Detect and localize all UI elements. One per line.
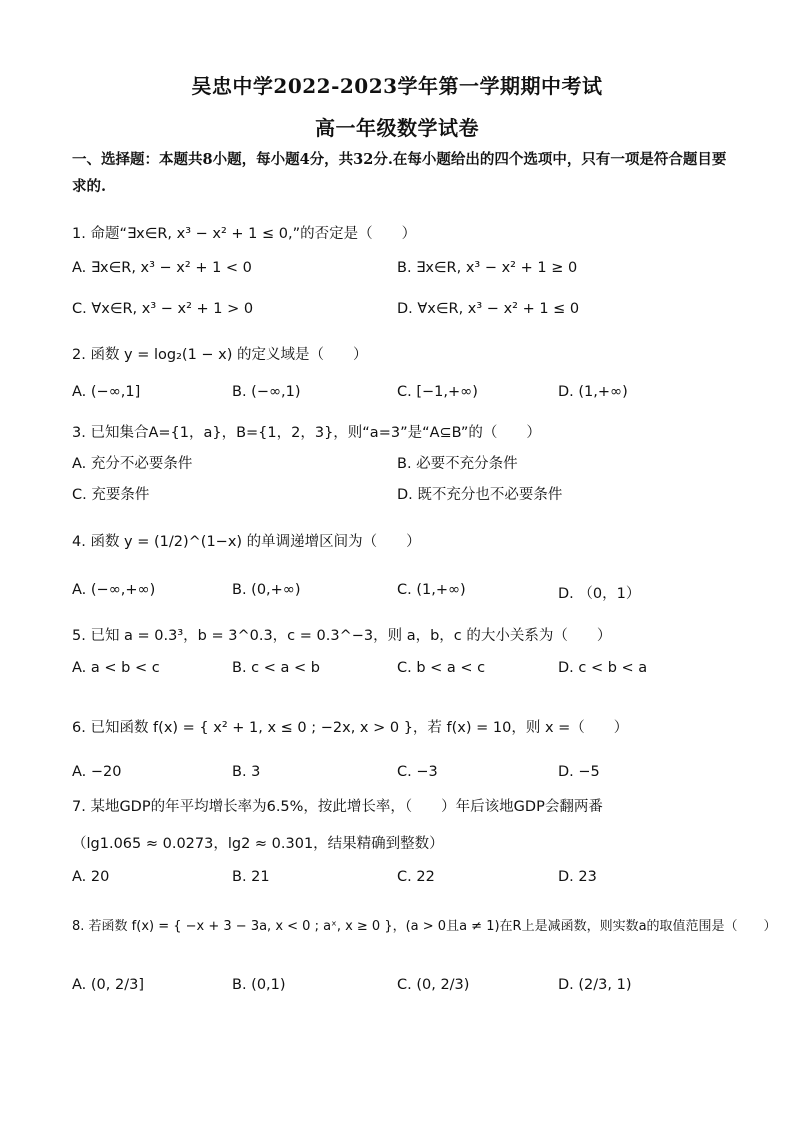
question-6-option-b: B. 3 (232, 764, 261, 780)
question-2-option-b: B. (−∞,1) (232, 384, 301, 400)
question-7-option-c: C. 22 (397, 869, 435, 885)
question-1-option-b: B. ∃x∈R, x³ − x² + 1 ≥ 0 (397, 260, 578, 276)
question-4-option-d: D. （0，1） (558, 586, 641, 602)
question-5-option-c: C. b < a < c (397, 660, 486, 676)
question-1-option-c: C. ∀x∈R, x³ − x² + 1 > 0 (72, 301, 254, 317)
question-3-stem: 3. 已知集合A={1，a}，B={1，2，3}，则“a=3”是“A⊆B”的（ ） (72, 425, 541, 441)
question-4-option-b: B. (0,+∞) (232, 582, 301, 598)
question-3-option-b: B. 必要不充分条件 (397, 456, 518, 472)
question-7-option-b: B. 21 (232, 869, 270, 885)
question-6-stem: 6. 已知函数 f(x) = { x² + 1, x ≤ 0 ; −2x, x > 0 }，若 f(x) = 10，则 x =（ ） (72, 720, 629, 736)
question-8-option-c: C. (0, 2/3) (397, 977, 470, 993)
question-3-option-a: A. 充分不必要条件 (72, 456, 193, 472)
question-4-stem: 4. 函数 y = (1/2)^(1−x) 的单调递增区间为（ ） (72, 534, 421, 550)
question-8-option-d: D. (2/3, 1) (558, 977, 632, 993)
exam-title: 吴忠中学2022-2023学年第一学期期中考试 (191, 74, 603, 98)
question-8-stem: 8. 若函数 f(x) = { −x + 3 − 3a, x < 0 ; aˣ, x ≥ 0 }，(a > 0且a ≠ 1)在R上是减函数，则实数a的取值范围是（ ） (72, 919, 777, 934)
question-2-option-a: A. (−∞,1] (72, 384, 141, 400)
question-5-stem: 5. 已知 a = 0.3³，b = 3^0.3，c = 0.3^−3，则 a，b，c 的大小关系为（ ） (72, 628, 612, 644)
question-4-option-a: A. (−∞,+∞) (72, 582, 156, 598)
question-3-option-c: C. 充要条件 (72, 487, 150, 503)
question-8-option-a: A. (0, 2/3] (72, 977, 144, 993)
question-1-option-d: D. ∀x∈R, x³ − x² + 1 ≤ 0 (397, 301, 580, 317)
question-2-option-c: C. [−1,+∞) (397, 384, 478, 400)
question-7-option-a: A. 20 (72, 869, 110, 885)
exam-subtitle: 高一年级数学试卷 (315, 116, 479, 140)
question-2-option-d: D. (1,+∞) (558, 384, 628, 400)
question-7-note: （lg1.065 ≈ 0.0273，lg2 ≈ 0.301，结果精确到整数） (72, 836, 444, 852)
question-6-option-d: D. −5 (558, 764, 600, 780)
question-2-stem: 2. 函数 y = log₂(1 − x) 的定义域是（ ） (72, 347, 368, 363)
question-5-option-d: D. c < b < a (558, 660, 648, 676)
question-4-option-c: C. (1,+∞) (397, 582, 466, 598)
question-8-option-b: B. (0,1) (232, 977, 286, 993)
question-6-option-c: C. −3 (397, 764, 438, 780)
question-1-stem: 1. 命题“∃x∈R, x³ − x² + 1 ≤ 0,”的否定是（ ） (72, 226, 417, 242)
question-1-option-a: A. ∃x∈R, x³ − x² + 1 < 0 (72, 260, 252, 276)
question-5-option-b: B. c < a < b (232, 660, 320, 676)
question-5-option-a: A. a < b < c (72, 660, 160, 676)
question-3-option-d: D. 既不充分也不必要条件 (397, 487, 563, 503)
section-heading: 一、选择题：本题共8小题，每小题4分，共32分.在每小题给出的四个选项中，只有一项是符合题目要求的. (72, 151, 727, 195)
question-7-stem: 7. 某地GDP的年平均增长率为6.5%，按此增长率，（ ）年后该地GDP会翻两番 (72, 799, 603, 815)
question-7-option-d: D. 23 (558, 869, 597, 885)
question-6-option-a: A. −20 (72, 764, 122, 780)
